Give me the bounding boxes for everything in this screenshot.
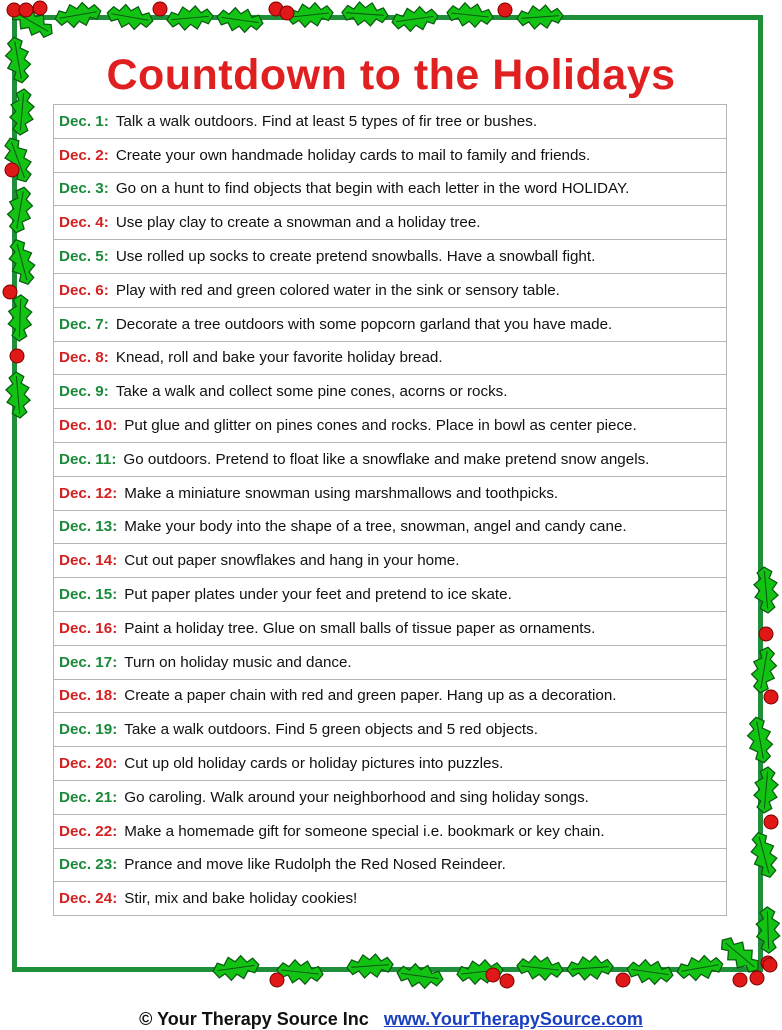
list-item [54, 342, 726, 376]
item-date: Dec. 22: [59, 822, 118, 840]
item-text: Take a walk and collect some pine cones, acorns or rocks. [115, 383, 508, 401]
item-date: Dec. 19: [59, 721, 118, 739]
item-date: Dec. 6: [59, 281, 109, 299]
footer [0, 1009, 782, 1030]
list-item [54, 713, 726, 747]
list-item [54, 274, 726, 308]
list-item [54, 173, 726, 207]
copyright-text: © Your Therapy Source Inc [139, 1009, 369, 1029]
item-date: Dec. 13: [59, 518, 118, 536]
website-link[interactable]: www.YourTherapySource.com [383, 1009, 643, 1029]
list-item [54, 781, 726, 815]
item-text: Decorate a tree outdoors with some popcorn garland that you have made. [115, 315, 613, 333]
item-text: Make your body into the shape of a tree, snowman, angel and candy cane. [124, 518, 627, 536]
item-date: Dec. 9: [59, 383, 109, 401]
item-date: Dec. 2: [59, 146, 109, 164]
list-item [54, 578, 726, 612]
item-text: Paint a holiday tree. Glue on small balls of tissue paper as ornaments. [124, 619, 596, 637]
list-item [54, 105, 726, 139]
item-text: Use play clay to create a snowman and a holiday tree. [115, 214, 481, 232]
item-date: Dec. 4: [59, 214, 109, 232]
list-item [54, 882, 726, 916]
holly-berry-icon [500, 974, 514, 988]
item-text: Put glue and glitter on pines cones and rocks. Place in bowl as center piece. [124, 417, 637, 435]
item-text: Cut out paper snowflakes and hang in your home. [124, 552, 460, 570]
list-item [54, 747, 726, 781]
holly-berry-icon [750, 971, 764, 985]
list-item [54, 139, 726, 173]
holly-berry-icon [269, 2, 283, 16]
list-item [54, 815, 726, 849]
item-date: Dec. 23: [59, 856, 118, 874]
holly-berry-icon [764, 690, 778, 704]
holly-berry-icon [270, 973, 284, 987]
list-item [54, 206, 726, 240]
item-text: Put paper plates under your feet and pretend to ice skate. [124, 586, 512, 604]
item-date: Dec. 21: [59, 788, 118, 806]
list-item [54, 612, 726, 646]
list-item [54, 849, 726, 883]
holly-berry-icon [763, 958, 777, 972]
item-date: Dec. 16: [59, 619, 118, 637]
list-item [54, 544, 726, 578]
holly-berry-icon [616, 973, 630, 987]
item-date: Dec. 24: [59, 890, 118, 908]
list-item [54, 409, 726, 443]
item-text: Create your own handmade holiday cards to mail to family and friends. [115, 146, 591, 164]
item-text: Go on a hunt to find objects that begin with each letter in the word HOLIDAY. [115, 180, 630, 198]
item-text: Turn on holiday music and dance. [124, 653, 352, 671]
item-text: Talk a walk outdoors. Find at least 5 types of fir tree or bushes. [115, 112, 538, 130]
countdown-list [53, 104, 727, 916]
list-item [54, 646, 726, 680]
item-text: Prance and move like Rudolph the Red Nosed Reindeer. [124, 856, 506, 874]
item-date: Dec. 8: [59, 349, 109, 367]
item-date: Dec. 18: [59, 687, 118, 705]
item-date: Dec. 12: [59, 484, 118, 502]
item-text: Play with red and green colored water in the sink or sensory table. [115, 281, 560, 299]
list-item [54, 375, 726, 409]
item-text: Create a paper chain with red and green paper. Hang up as a decoration. [124, 687, 617, 705]
item-text: Make a miniature snowman using marshmallows and toothpicks. [124, 484, 559, 502]
list-item [54, 511, 726, 545]
item-date: Dec. 11: [59, 450, 117, 468]
item-date: Dec. 17: [59, 653, 118, 671]
item-date: Dec. 15: [59, 586, 118, 604]
holly-berry-icon [733, 973, 747, 987]
item-text: Go caroling. Walk around your neighborhood and sing holiday songs. [124, 788, 589, 806]
item-date: Dec. 20: [59, 755, 118, 773]
item-text: Cut up old holiday cards or holiday pictures into puzzles. [124, 755, 504, 773]
holly-berry-icon [33, 1, 47, 15]
item-date: Dec. 3: [59, 180, 109, 198]
item-text: Use rolled up socks to create pretend snowballs. Have a snowball fight. [115, 248, 596, 266]
item-text: Knead, roll and bake your favorite holiday bread. [115, 349, 443, 367]
holly-berry-icon [761, 956, 775, 970]
list-item [54, 680, 726, 714]
item-date: Dec. 5: [59, 248, 109, 266]
holly-berry-icon [764, 815, 778, 829]
item-text: Go outdoors. Pretend to float like a snowflake and make pretend snow angels. [123, 450, 650, 468]
item-date: Dec. 10: [59, 417, 118, 435]
item-text: Take a walk outdoors. Find 5 green objects and 5 red objects. [124, 721, 538, 739]
item-date: Dec. 14: [59, 552, 118, 570]
item-date: Dec. 7: [59, 315, 109, 333]
item-text: Stir, mix and bake holiday cookies! [124, 890, 358, 908]
page-title: Countdown to the Holidays [106, 51, 676, 99]
list-item [54, 240, 726, 274]
holly-berry-icon [153, 2, 167, 16]
list-item [54, 308, 726, 342]
list-item [54, 477, 726, 511]
list-item [54, 443, 726, 477]
item-text: Make a homemade gift for someone special i.e. bookmark or key chain. [124, 822, 605, 840]
item-date: Dec. 1: [59, 112, 109, 130]
